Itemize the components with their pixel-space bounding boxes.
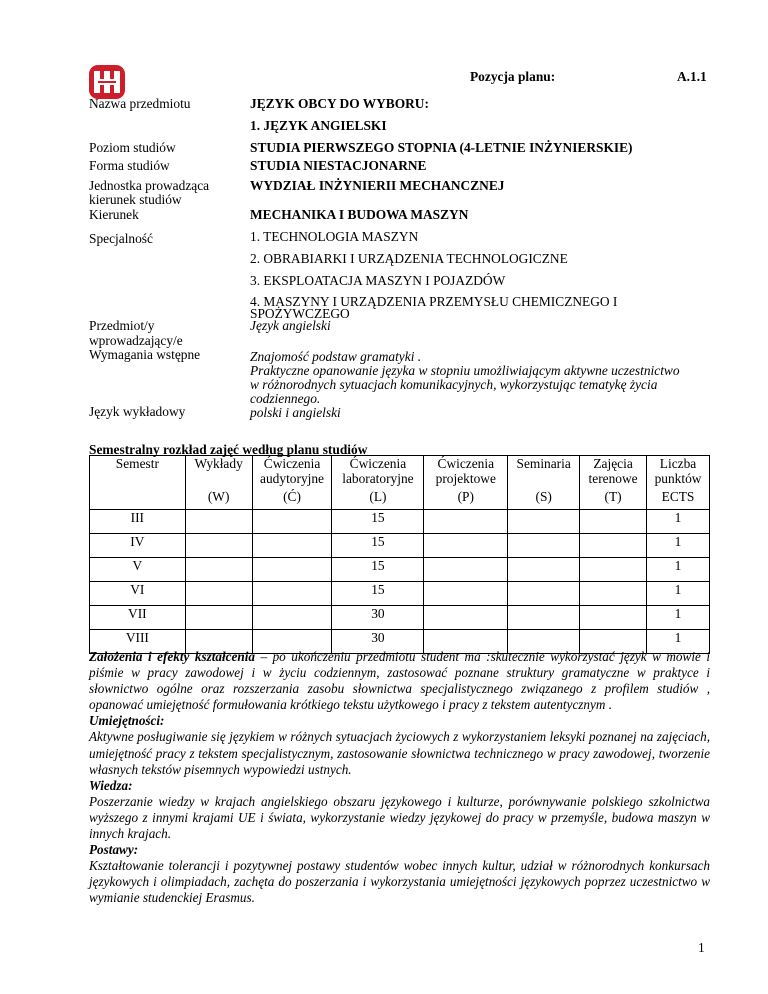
ects-cell: 1 xyxy=(647,606,710,630)
schedule-table xyxy=(89,455,710,654)
skills-heading: Umiejętności: xyxy=(89,713,165,729)
semester-cell: III xyxy=(90,510,186,534)
header-lectures: Wykłady xyxy=(185,456,252,490)
header-field-classes: Zajęcia terenowe xyxy=(580,456,647,490)
code-s: (S) xyxy=(508,489,580,510)
lab-hours-cell: 15 xyxy=(332,534,424,558)
lab-hours-cell: 30 xyxy=(332,630,424,654)
knowledge-text: Poszerzanie wiedzy w krajach angielskiego obszaru językowego i kulturze, porównywanie polskiego szkolnictwa wyższego z innymi krajami UE i świata, wykorzystanie wiedzy językowej do pracy w przemyśle, budowa maszyn w innych krajach. xyxy=(89,793,710,842)
table-row xyxy=(90,510,710,534)
form-value: STUDIA NIESTACJONARNE xyxy=(250,158,427,173)
intro-subject-label-2: wprowadzający/e xyxy=(89,333,183,348)
requirement-2: Praktyczne opanowanie języka w stopniu umożliwiającym aktywne uczestnictwo xyxy=(250,363,680,378)
university-logo-icon xyxy=(88,64,126,100)
semester-cell: V xyxy=(90,558,186,582)
goals-text: – po ukończeniu przedmiotu student ma :skutecznie wykorzystać język w mowie i piśmie w pracy zawodowej i w życiu codziennym, zastosować poznane struktury gramatyczne w praktyce i słownictwo ogólne oraz rozszerzania zasobu słownictwa specjalistycznego związanego z profilem studiów , opanować umiejętność formułowania krótkiego tekstu użytkowego i pracy z tekstem autentycznym . xyxy=(89,649,711,713)
subject-value-1: JĘZYK OBCY DO WYBORU: xyxy=(250,96,429,111)
ects-cell: 1 xyxy=(647,534,710,558)
lab-hours-cell: 30 xyxy=(332,606,424,630)
page-number: 1 xyxy=(698,940,705,955)
plan-position-code: A.1.1 xyxy=(677,69,707,84)
skills-text: Aktywne posługiwanie się językiem w różnych sytuacjach życiowych z wykorzystaniem leksyki poznanej na zajęciach, umiejętność pracy z tekstem specjalistycznym, zastosowanie słownictwa technicznego w pracy zawodowej, tworzenie własnych tekstów pisemnych wypowiedzi ustnych. xyxy=(89,729,710,777)
ects-cell: 1 xyxy=(647,558,710,582)
field-value: MECHANIKA I BUDOWA MASZYN xyxy=(250,207,469,222)
table-row xyxy=(90,558,710,582)
subject-value-2: 1. JĘZYK ANGIELSKI xyxy=(250,118,387,133)
unit-label-2: kierunek studiów xyxy=(89,192,182,207)
requirements-label: Wymagania wstępne xyxy=(89,347,201,362)
specialty-3: 3. EKSPLOATACJA MASZYN I POJAZDÓW xyxy=(250,273,506,288)
level-value: STUDIA PIERWSZEGO STOPNIA (4-LETNIE INŻYNIERSKIE) xyxy=(250,140,633,155)
lecture-language-label: Język wykładowy xyxy=(89,404,186,419)
requirement-4: codziennego. xyxy=(250,391,321,406)
plan-position-label: Pozycja planu: xyxy=(470,69,556,84)
subject-label: Nazwa przedmiotu xyxy=(89,96,191,111)
attitudes-text: Kształtowanie tolerancji i pozytywnej postawy studentów wobec innych kultur, udział w różnorodnych konkursach językowych i olimpiadach, zachęta do poszerzania i wykorzystania umiejętności językowych poprzez uczestnictwo w wymianie studenckiej Erasmus. xyxy=(89,858,710,906)
code-w: (W) xyxy=(185,489,252,510)
requirement-1: Znajomość podstaw gramatyki . xyxy=(250,349,422,364)
table-row xyxy=(90,534,710,558)
semester-cell: VIII xyxy=(90,630,186,654)
course-description xyxy=(89,649,710,907)
header-semester: Semestr xyxy=(90,456,186,510)
specialty-label: Specjalność xyxy=(89,231,153,246)
header-seminars: Seminaria xyxy=(508,456,580,490)
form-label: Forma studiów xyxy=(89,158,170,173)
lab-hours-cell: 15 xyxy=(332,510,424,534)
goals-heading: Założenia i efekty kształcenia xyxy=(89,649,255,664)
header-auditory: Ćwiczenia audytoryjne xyxy=(252,456,332,490)
specialty-1: 1. TECHNOLOGIA MASZYN xyxy=(250,229,419,244)
semester-cell: IV xyxy=(90,534,186,558)
lecture-language-value: polski i angielski xyxy=(250,405,341,420)
semester-cell: VII xyxy=(90,606,186,630)
code-p: (P) xyxy=(424,489,508,510)
header-project: Ćwiczenia projektowe xyxy=(424,456,508,490)
code-t: (T) xyxy=(580,489,647,510)
code-c: (Ć) xyxy=(252,489,332,510)
intro-subject-value: Język angielski xyxy=(250,318,331,333)
table-row xyxy=(90,582,710,606)
attitudes-heading: Postawy: xyxy=(89,842,139,858)
unit-label-1: Jednostka prowadząca xyxy=(89,178,210,193)
code-l: (L) xyxy=(332,489,424,510)
specialty-2: 2. OBRABIARKI I URZĄDZENIA TECHNOLOGICZNE xyxy=(250,251,568,266)
level-label: Poziom studiów xyxy=(89,140,176,155)
table-row xyxy=(90,606,710,630)
specialty-4a: 4. MASZYNY I URZĄDZENIA PRZEMYSŁU CHEMICZNEGO I xyxy=(250,294,618,309)
intro-subject-label-1: Przedmiot/y xyxy=(89,318,155,333)
lab-hours-cell: 15 xyxy=(332,558,424,582)
ects-cell: 1 xyxy=(647,582,710,606)
goals-paragraph xyxy=(89,649,710,713)
code-ects: ECTS xyxy=(647,489,710,510)
semester-cell: VI xyxy=(90,582,186,606)
schedule-header-row xyxy=(90,456,710,490)
ects-cell: 1 xyxy=(647,510,710,534)
schedule-title: Semestralny rozkład zajęć według planu studiów xyxy=(89,442,368,457)
field-label: Kierunek xyxy=(89,207,139,222)
ects-cell: 1 xyxy=(647,630,710,654)
specialty-4b: SPOŻYWCZEGO xyxy=(250,306,350,321)
lab-hours-cell: 15 xyxy=(332,582,424,606)
unit-value: WYDZIAŁ INŻYNIERII MECHANCZNEJ xyxy=(250,178,505,193)
requirement-3: w różnorodnych sytuacjach komunikacyjnych, wykorzystując tematykę życia xyxy=(250,377,658,392)
header-laboratory: Ćwiczenia laboratoryjne xyxy=(332,456,424,490)
header-ects: Liczba punktów xyxy=(647,456,710,490)
knowledge-heading: Wiedza: xyxy=(89,777,133,793)
